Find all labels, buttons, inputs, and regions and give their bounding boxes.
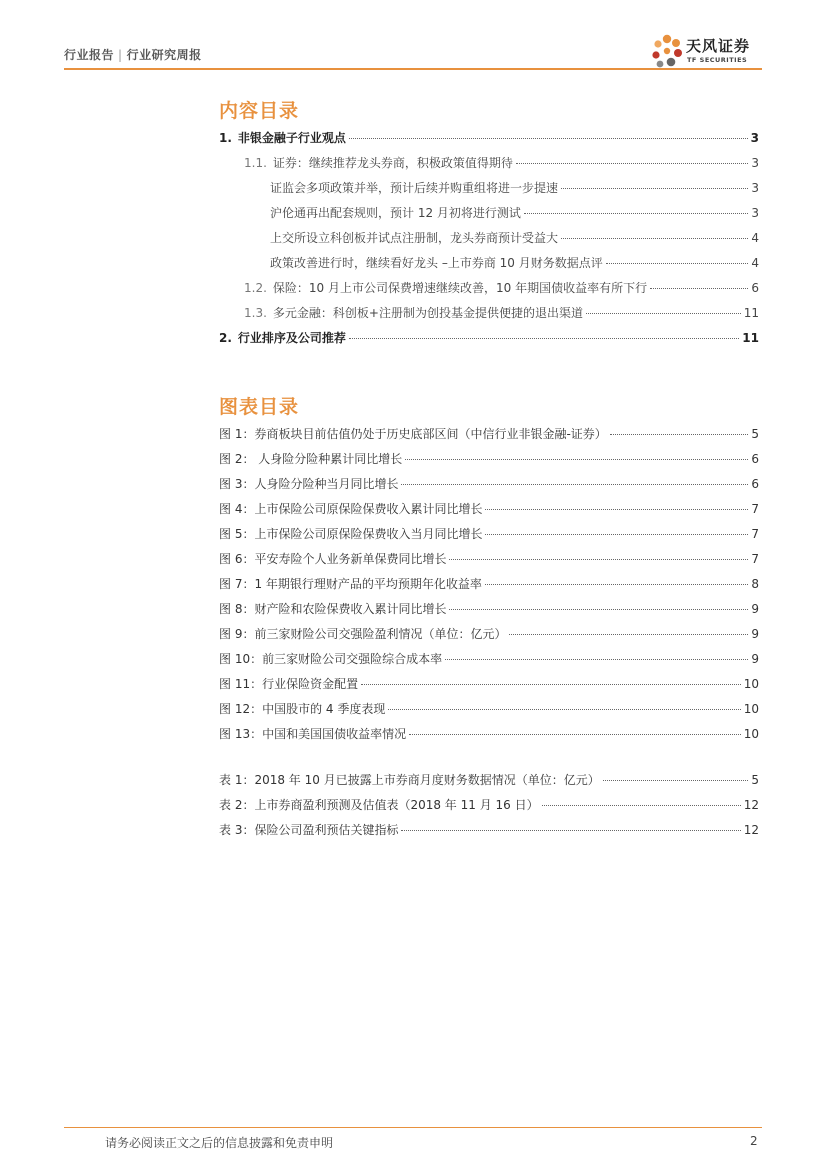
figure-item[interactable]: 图 7：1 年期银行理财产品的平均预期年化收益率 8 <box>219 577 759 591</box>
figure-item[interactable]: 图 9：前三家财险公司交强险盈利情况（单位：亿元） 9 <box>219 627 759 641</box>
toc-item[interactable]: 证监会多项政策并举，预计后续并购重组将进一步提速 3 <box>270 181 759 195</box>
table-item[interactable]: 表 2：上市券商盈利预测及估值表（2018 年 11 月 16 日） 12 <box>219 798 759 812</box>
logo-name: 天风证券 <box>686 37 751 55</box>
toc-item[interactable]: 2. 行业排序及公司推荐 11 <box>219 331 759 345</box>
company-logo <box>650 34 762 70</box>
header-category: 行业报告 <box>64 48 115 62</box>
toc-item[interactable]: 1.2. 保险：10 月上市公司保费增速继续改善，10 年期国债收益率有所下行 6 <box>244 281 759 295</box>
header-subcategory: 行业研究周报 <box>126 48 202 62</box>
toc-item[interactable]: 政策改善进行时，继续看好龙头 –上市券商 10 月财务数据点评 4 <box>270 256 759 270</box>
toc-item[interactable]: 上交所设立科创板并试点注册制，龙头券商预计受益大 4 <box>270 231 759 245</box>
disclaimer-text: 请务必阅读正文之后的信息披露和免责申明 <box>105 1136 334 1150</box>
figure-item[interactable]: 图 6：平安寿险个人业务新单保费同比增长 7 <box>219 552 759 566</box>
figure-item[interactable]: 图 5：上市保险公司原保险保费收入当月同比增长 7 <box>219 527 759 541</box>
footer-divider <box>64 1127 762 1128</box>
flower-logo-icon <box>650 34 684 70</box>
header-separator: | <box>118 48 123 62</box>
figure-item[interactable]: 图 12：中国股市的 4 季度表现 10 <box>219 702 759 716</box>
report-header <box>64 46 202 63</box>
toc-item[interactable]: 1. 非银金融子行业观点 3 <box>219 131 759 145</box>
figure-item[interactable]: 图 8：财产险和农险保费收入累计同比增长 9 <box>219 602 759 616</box>
toc-title: 内容目录 <box>219 100 300 122</box>
toc-item[interactable]: 1.1. 证券：继续推荐龙头券商，积极政策值得期待 3 <box>244 156 759 170</box>
figures-title: 图表目录 <box>219 396 300 418</box>
header-divider <box>64 68 762 70</box>
page-number: 2 <box>750 1134 758 1148</box>
toc-item[interactable]: 1.3. 多元金融：科创板+注册制为创投基金提供便捷的退出渠道 11 <box>244 306 759 320</box>
figure-item[interactable]: 图 13：中国和美国国债收益率情况 10 <box>219 727 759 741</box>
table-item[interactable]: 表 3：保险公司盈利预估关键指标 12 <box>219 823 759 837</box>
logo-subtitle: TF SECURITIES <box>687 56 748 64</box>
figure-item[interactable]: 图 2： 人身险分险种累计同比增长 6 <box>219 452 759 466</box>
figure-item[interactable]: 图 1：券商板块目前估值仍处于历史底部区间（中信行业非银金融-证券） 5 <box>219 427 759 441</box>
figure-item[interactable]: 图 10：前三家财险公司交强险综合成本率 9 <box>219 652 759 666</box>
figure-item[interactable]: 图 3：人身险分险种当月同比增长 6 <box>219 477 759 491</box>
toc-item[interactable]: 沪伦通再出配套规则，预计 12 月初将进行测试 3 <box>270 206 759 220</box>
table-item[interactable]: 表 1：2018 年 10 月已披露上市券商月度财务数据情况（单位：亿元） 5 <box>219 773 759 787</box>
figure-item[interactable]: 图 4：上市保险公司原保险保费收入累计同比增长 7 <box>219 502 759 516</box>
figure-item[interactable]: 图 11：行业保险资金配置 10 <box>219 677 759 691</box>
